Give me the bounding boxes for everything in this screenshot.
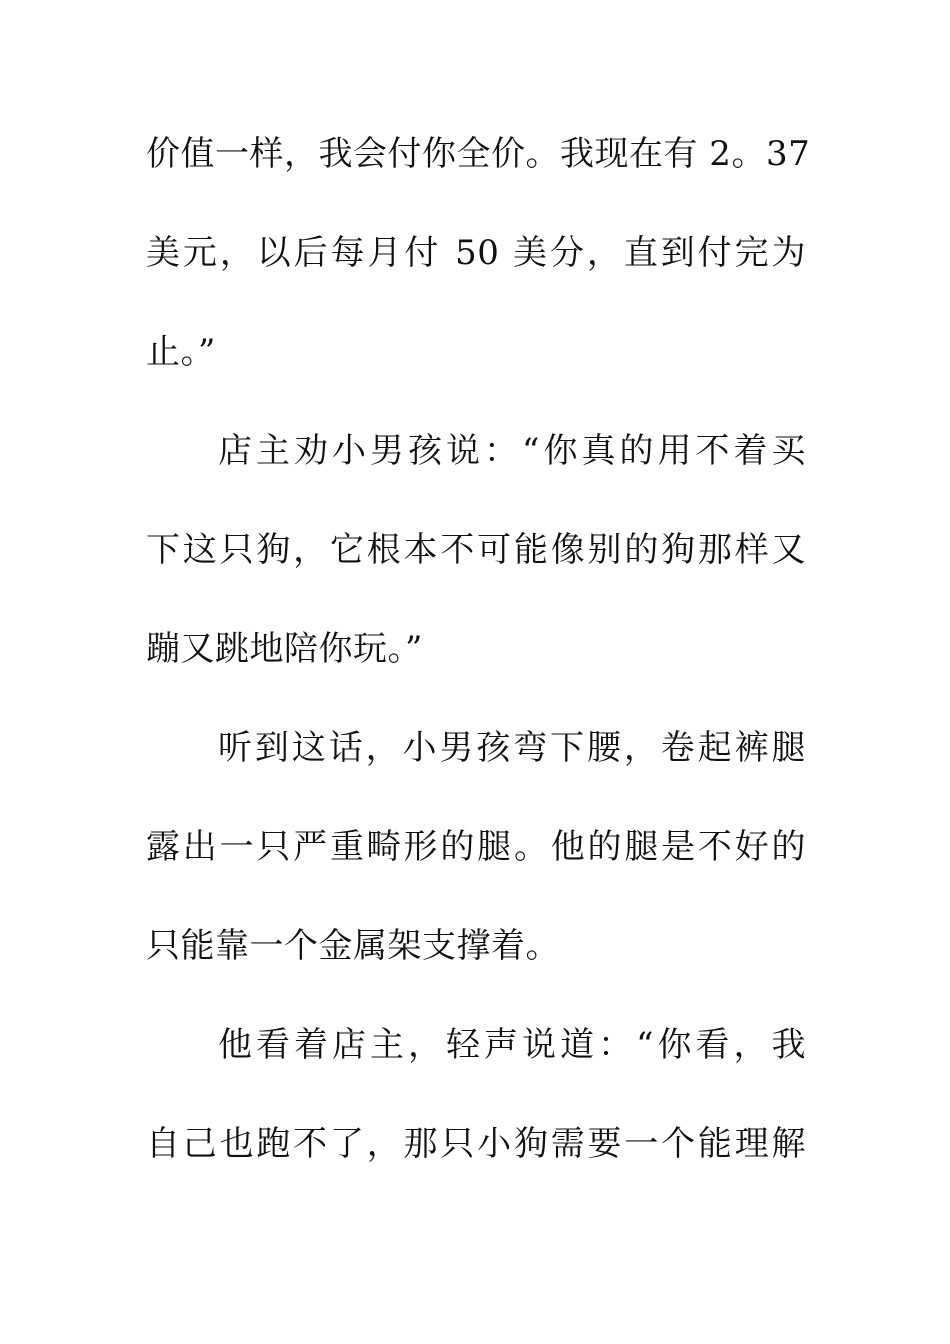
text-line: 美元，以后每月付 50 美分，直到付完为 bbox=[146, 233, 806, 273]
text-line: 蹦又跳地陪你玩。” bbox=[146, 629, 423, 669]
text-line: 止。” bbox=[146, 332, 216, 372]
text-line: 只能靠一个金属架支撑着。 bbox=[146, 926, 560, 966]
text-line: 自己也跑不了，那只小狗需要一个能理解 bbox=[146, 1124, 806, 1164]
text-line: 店主劝小男孩说：“你真的用不着买 bbox=[218, 431, 806, 471]
text-line: 听到这话，小男孩弯下腰，卷起裤腿 bbox=[218, 728, 806, 768]
text-line: 价值一样，我会付你全价。我现在有 2。37 bbox=[146, 134, 811, 174]
text-line: 他看着店主，轻声说道：“你看，我 bbox=[218, 1025, 806, 1065]
text-line: 露出一只严重畸形的腿。他的腿是不好的 bbox=[146, 827, 806, 867]
text-line: 下这只狗，它根本不可能像别的狗那样又 bbox=[146, 530, 806, 570]
body-text bbox=[146, 122, 811, 1211]
